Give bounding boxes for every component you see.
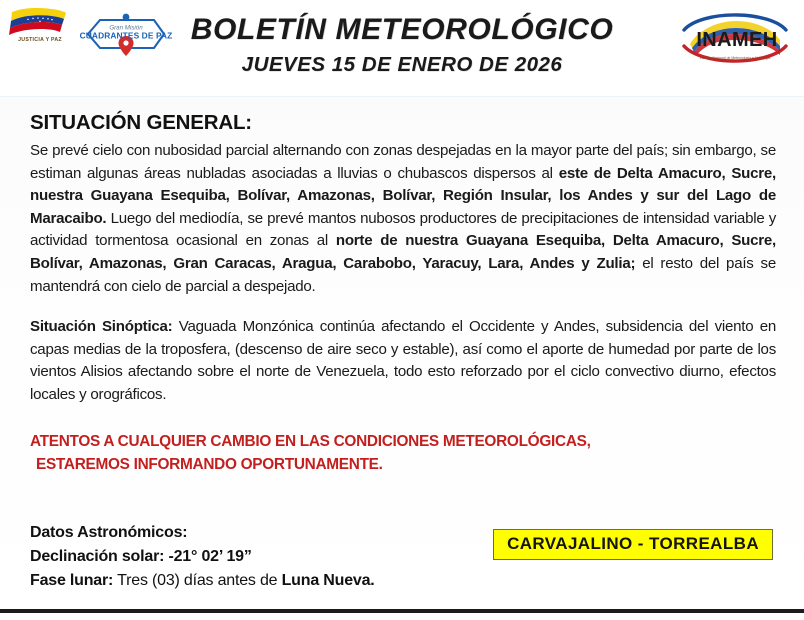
venezuela-flag-icon (8, 6, 70, 36)
flag-caption: JUSTICIA Y PAZ (18, 37, 62, 43)
venezuela-flag-logo (8, 6, 72, 43)
moon-phase-row (30, 569, 375, 593)
astronomical-data-block (30, 521, 375, 593)
cuadrantes-badge-icon (78, 10, 174, 58)
general-segment-1: Se prevé cielo con nubosidad parcial alternando con zonas despejadas en la mayor parte del país; sin embargo, se estiman algunas áreas nubladas asociadas a lluvias o chubascos dispersos al (30, 142, 776, 182)
warning-line-1: ATENTOS A CUALQUIER CAMBIO EN LAS CONDICIONES METEOROLÓGICAS, (30, 432, 591, 450)
bulletin-header (0, 0, 804, 97)
signature-badge: CARVAJALINO - TORREALBA (493, 529, 773, 560)
sinoptica-text: Vaguada Monzónica continúa afectando el Occidente y Andes, subsidencia del viento en capas medias de la troposfera, (descenso de aire seco y estable), así como el aporte de humedad por parte de los vientos Alisios afectando sobre el norte de Venezuela, todo esto reforzado por el ciclo convectivo diurno, efectos locales y orográficos. (30, 318, 776, 403)
bulletin-date: JUEVES 15 DE ENERO DE 2026 (241, 53, 563, 77)
bulletin-footer (0, 521, 804, 613)
institutional-logos (8, 6, 174, 63)
astronomical-heading (30, 521, 375, 545)
weather-warning-notice (30, 430, 776, 476)
warning-line-2: ESTAREMOS INFORMANDO OPORTUNAMENTE. (36, 455, 383, 473)
general-segment-5: el resto del país se mantendrá con cielo de parcial a despejado. (30, 254, 776, 295)
astronomical-heading-label: Datos Astronómicos: (30, 524, 188, 541)
sinoptica-label: Situación Sinóptica: (30, 318, 173, 336)
situacion-general-paragraph (30, 140, 776, 298)
solar-declination-row (30, 545, 375, 569)
situacion-sinoptica-paragraph (30, 316, 776, 406)
bottom-divider (0, 609, 804, 613)
moon-phase-name: Luna Nueva. (281, 572, 375, 589)
general-segment-4-bold: norte de nuestra Guayana Esequiba, Delta Amacuro, Sucre, Bolívar, Amazonas, Gran Caracas, Aragua, Carabobo, Yaracuy, Lara, Andes y Zulia; (30, 232, 776, 272)
moon-phase-value: Tres (03) días antes de (117, 572, 282, 589)
solar-declination-value: -21° 02’ 19” (168, 548, 252, 565)
svg-text:Instituto Nacional de Meteorol: Instituto Nacional de Meteorología e Hidrología (699, 56, 771, 60)
page-title: BOLETÍN METEOROLÓGICO (190, 13, 614, 46)
moon-phase-label: Fase lunar: (30, 572, 114, 589)
svg-text:CUADRANTES DE PAZ: CUADRANTES DE PAZ (79, 30, 173, 41)
cuadrantes-de-paz-logo (78, 10, 174, 63)
situacion-general-heading: SITUACIÓN GENERAL: (30, 111, 252, 134)
general-segment-3: Luego del mediodía, se prevé mantos nubosos productores de precipitaciones de intensidad variable y actividad tormentosa ocasional en zonas al (30, 209, 776, 250)
inameh-wordmark: INAMEH (696, 29, 778, 51)
svg-text:Gran Misión: Gran Misión (109, 24, 143, 32)
inameh-logo (676, 8, 794, 68)
general-segment-2-bold: este de Delta Amacuro, Sucre, nuestra Guayana Esequiba, Bolívar, Amazonas, Bolívar, Región Insular, los Andes y sur del Lago de Maracaibo. (30, 164, 776, 227)
solar-declination-label: Declinación solar: (30, 548, 165, 565)
